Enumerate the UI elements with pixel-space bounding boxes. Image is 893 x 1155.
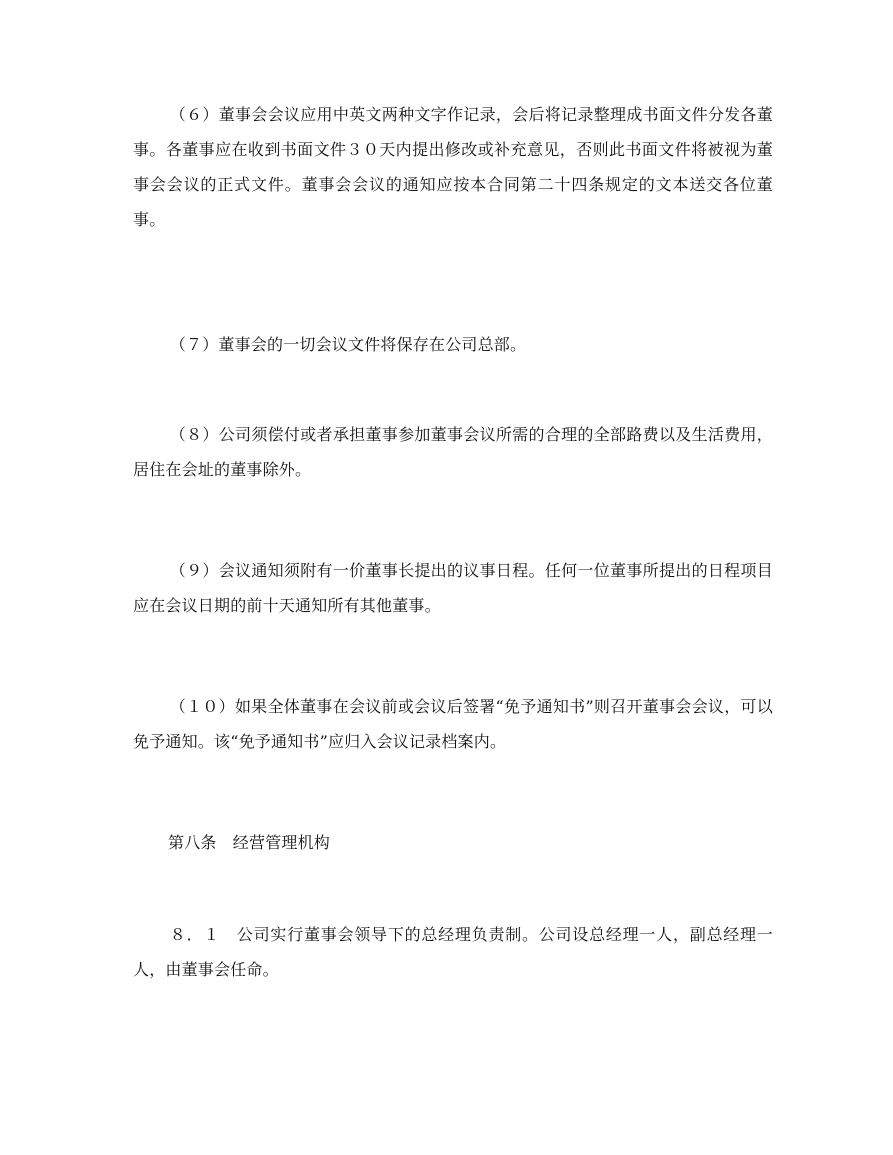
paragraph-9: （９）会议通知须附有一价董事长提出的议事日程。任何一位董事所提出的日程项目应在会议日期的前十天通知所有其他董事。 [133, 561, 773, 615]
article-8-heading: 第八条 经营管理机构 [168, 833, 331, 852]
paragraph-7: （７）董事会的一切会议文件将保存在公司总部。 [169, 335, 527, 354]
clause-8-1: ８．１ 公司实行董事会领导下的总经理负责制。公司设总经理一人，副总经理一人，由董事会任命。 [133, 925, 773, 979]
paragraph-8: （８）公司须偿付或者承担董事参加董事会议所需的合理的全部路费以及生活费用，居住在会址的董事除外。 [133, 425, 773, 479]
paragraph-10: （１０）如果全体董事在会议前或会议后签署“免予通知书”则召开董事会会议，可以免予通知。该“免予通知书”应归入会议记录档案内。 [133, 697, 773, 751]
paragraph-6: （６）董事会会议应用中英文两种文字作记录，会后将记录整理成书面文件分发各董事。各董事应在收到书面文件３０天内提出修改或补充意见，否则此书面文件将被视为董事会会议的正式文件。董事会会议的通知应按本合同第二十四条规定的文本送交各位董事。 [133, 105, 773, 229]
